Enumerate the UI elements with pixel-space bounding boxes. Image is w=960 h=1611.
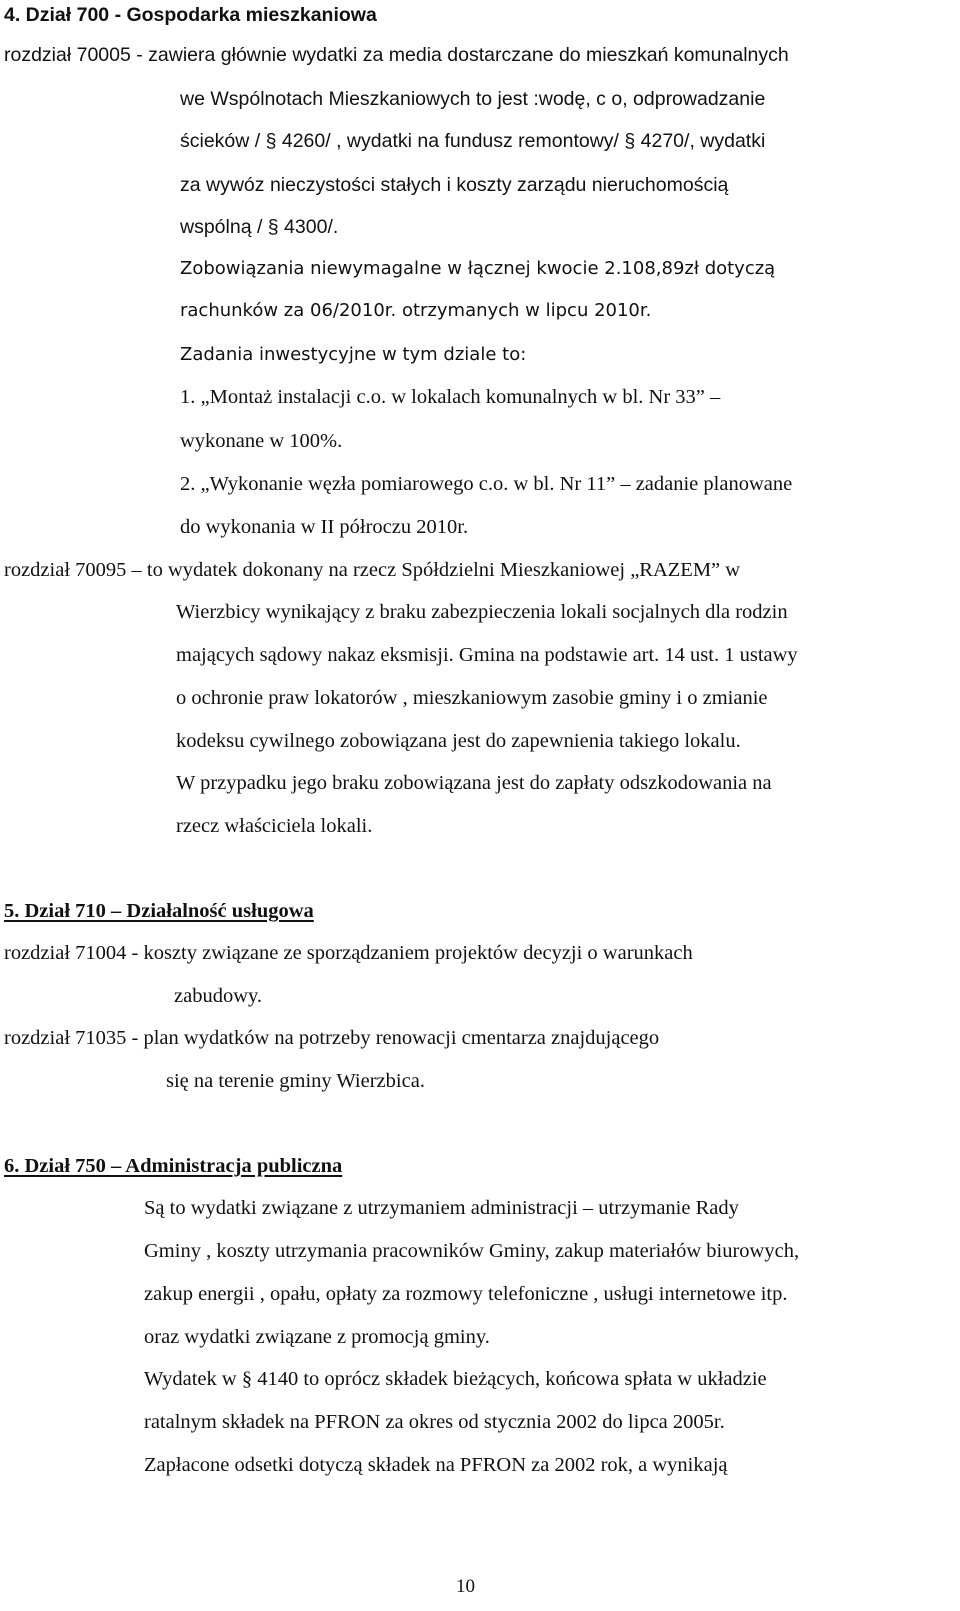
paragraph-line: ścieków / § 4260/ , wydatki na fundusz remontowy/ § 4270/, wydatki: [180, 130, 766, 152]
page-number: 10: [456, 1576, 475, 1597]
paragraph-line: Wierzbicy wynikający z braku zabezpieczenia lokali socjalnych dla rodzin: [176, 601, 788, 623]
paragraph-line: ratalnym składek na PFRON za okres od stycznia 2002 do lipca 2005r.: [144, 1411, 725, 1433]
list-item: 1. „Montaż instalacji c.o. w lokalach komunalnych w bl. Nr 33” –: [180, 386, 721, 408]
paragraph-line: się na terenie gminy Wierzbica.: [166, 1070, 425, 1092]
section-heading: 5. Dział 710 – Działalność usługowa: [4, 900, 314, 922]
paragraph-line: zabudowy.: [174, 985, 263, 1007]
list-item-continuation: wykonane w 100%.: [180, 430, 343, 452]
paragraph-line: rozdział 70095 – to wydatek dokonany na rzecz Spółdzielni Mieszkaniowej „RAZEM” w: [4, 559, 741, 581]
paragraph-line: rachunków za 06/2010r. otrzymanych w lipcu 2010r.: [180, 300, 652, 321]
list-item: 2. „Wykonanie węzła pomiarowego c.o. w bl. Nr 11” – zadanie planowane: [180, 473, 793, 495]
paragraph-line: zakup energii , opału, opłaty za rozmowy telefoniczne , usługi internetowe itp.: [144, 1283, 788, 1305]
paragraph-line: mających sądowy nakaz eksmisji. Gmina na podstawie art. 14 ust. 1 ustawy: [176, 644, 798, 666]
paragraph-line: za wywóz nieczystości stałych i koszty zarządu nieruchomością: [180, 174, 729, 196]
paragraph-line: Gminy , koszty utrzymania pracowników Gminy, zakup materiałów biurowych,: [144, 1240, 800, 1262]
paragraph-line: rozdział 70005 - zawiera głównie wydatki za media dostarczane do mieszkań komunalnych: [4, 44, 789, 66]
section-heading: 4. Dział 700 - Gospodarka mieszkaniowa: [4, 4, 377, 26]
paragraph-line: Zadania inwestycyjne w tym dziale to:: [180, 344, 527, 365]
paragraph-line: wspólną / § 4300/.: [180, 216, 339, 238]
paragraph-line: kodeksu cywilnego zobowiązana jest do zapewnienia takiego lokalu.: [176, 730, 741, 752]
paragraph-line: rozdział 71004 - koszty związane ze sporządzaniem projektów decyzji o warunkach: [4, 942, 693, 964]
paragraph-line: Są to wydatki związane z utrzymaniem administracji – utrzymanie Rady: [144, 1197, 739, 1219]
paragraph-line: Zobowiązania niewymagalne w łącznej kwocie 2.108,89zł dotyczą: [180, 258, 776, 279]
section-heading: 6. Dział 750 – Administracja publiczna: [4, 1155, 343, 1177]
list-item-continuation: do wykonania w II półroczu 2010r.: [180, 516, 469, 538]
paragraph-line: rozdział 71035 - plan wydatków na potrzeby renowacji cmentarza znajdującego: [4, 1027, 660, 1049]
paragraph-line: oraz wydatki związane z promocją gminy.: [144, 1326, 490, 1348]
paragraph-line: o ochronie praw lokatorów , mieszkaniowym zasobie gminy i o zmianie: [176, 687, 768, 709]
paragraph-line: W przypadku jego braku zobowiązana jest do zapłaty odszkodowania na: [176, 772, 772, 794]
paragraph-line: Zapłacone odsetki dotyczą składek na PFRON za 2002 rok, a wynikają: [144, 1454, 728, 1476]
paragraph-line: Wydatek w § 4140 to oprócz składek bieżących, końcowa spłata w układzie: [144, 1368, 767, 1390]
paragraph-line: rzecz właściciela lokali.: [176, 815, 373, 837]
paragraph-line: we Wspólnotach Mieszkaniowych to jest :wodę, c o, odprowadzanie: [180, 88, 766, 110]
